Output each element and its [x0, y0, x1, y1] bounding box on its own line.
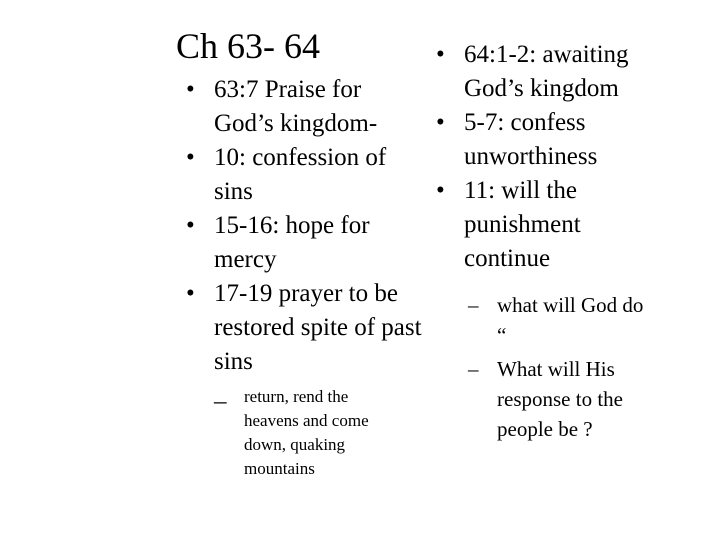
sub-bullet-item — [468, 354, 676, 444]
bullet-marker: • — [436, 177, 445, 204]
bullet-item — [186, 209, 426, 277]
bullet-item — [436, 174, 676, 276]
bullet-marker: • — [186, 212, 195, 239]
bullet-item — [186, 277, 426, 481]
sub-bullet-group — [436, 290, 676, 444]
left-bullet-list — [186, 73, 426, 481]
bullet-marker: • — [436, 109, 445, 136]
bullet-marker: • — [186, 76, 195, 103]
bullet-text: 15-16: hope for mercy — [214, 212, 370, 273]
bullet-item — [186, 141, 426, 209]
bullet-item — [186, 73, 426, 141]
bullet-marker: • — [186, 280, 195, 307]
bullet-item — [436, 38, 676, 106]
sub-bullet-list — [214, 385, 426, 481]
bullet-text: 17-19 prayer to be restored spite of past sins — [214, 280, 422, 375]
dash-marker: – — [468, 293, 479, 317]
sub-bullet-item — [468, 290, 676, 350]
right-bullet-list — [436, 38, 676, 448]
bullet-marker: • — [186, 144, 195, 171]
dash-marker: – — [468, 357, 479, 381]
bullet-text: 10: confession of sins — [214, 144, 387, 205]
bullet-text: 5-7: confess unworthiness — [464, 109, 598, 170]
sub-bullet-item — [214, 385, 426, 481]
bullet-text: 11: will the punishment continue — [464, 177, 581, 272]
sub-bullet-text: return, rend the heavens and come down, quaking mountains — [244, 387, 369, 478]
sub-bullet-text: What will His response to the people be ? — [497, 357, 623, 441]
slide-title: Ch 63- 64 — [176, 26, 320, 66]
bullet-item — [436, 106, 676, 174]
bullet-text: 64:1-2: awaiting God’s kingdom — [464, 41, 629, 102]
sub-bullet-text: what will God do “ — [497, 293, 644, 347]
sub-bullet-list — [436, 290, 676, 444]
bullet-text: 63:7 Praise for God’s kingdom- — [214, 76, 378, 137]
dash-marker: – — [214, 388, 227, 415]
bullet-marker: • — [436, 41, 445, 68]
